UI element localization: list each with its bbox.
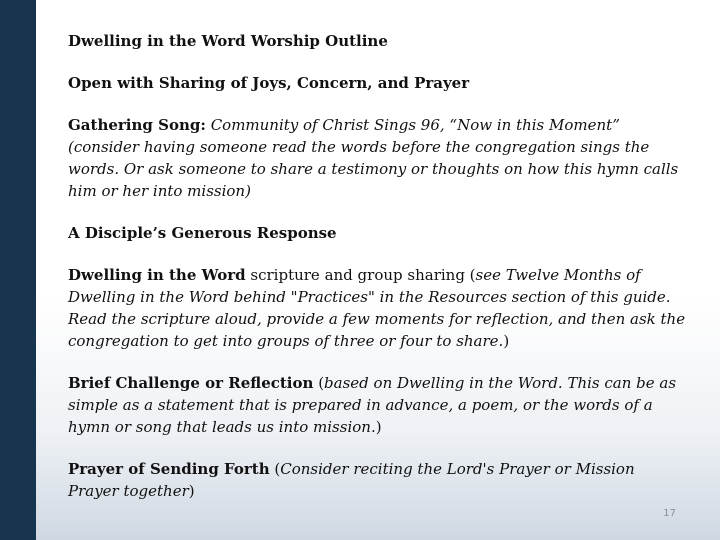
page-number: 17 — [663, 508, 676, 519]
dwelling-label: Dwelling in the Word — [68, 266, 246, 284]
outline-content — [68, 30, 688, 522]
sending-italic-text: Consider reciting the Lord's Prayer or Mission Prayer together — [68, 460, 635, 500]
dwelling-italic-text: see Twelve Months of Dwelling in the Word behind "Practices" in the Resources section of this guide. Read the scripture aloud, provide a few moments for reflection, and then ask the congregation to get into groups of three or four to share. — [68, 266, 686, 350]
gathering-song-item — [68, 114, 688, 202]
gathering-song-label: Gathering Song: — [68, 116, 206, 134]
sending-item — [68, 458, 688, 502]
dwelling-item — [68, 264, 688, 352]
generous-response-item: A Disciple’s Generous Response — [68, 224, 337, 242]
challenge-close: ) — [375, 418, 382, 436]
left-sidebar-bar — [0, 0, 36, 540]
sending-label: Prayer of Sending Forth — [68, 460, 270, 478]
sending-close: ) — [188, 482, 195, 500]
challenge-italic-text: based on Dwelling in the Word. This can be as simple as a statement that is prepared in advance, a poem, or the words of a hymn or song that leads us into mission. — [68, 374, 677, 436]
challenge-open: ( — [313, 374, 325, 392]
page-title: Dwelling in the Word Worship Outline — [68, 32, 388, 50]
challenge-item — [68, 372, 688, 438]
sending-open: ( — [269, 460, 281, 478]
gathering-song-text: Community of Christ Sings 96, “Now in this Moment” (consider having someone read the words before the congregation sings the words. Or ask someone to share a testimony or thoughts on how this hymn calls him or her into mission) — [68, 116, 679, 200]
dwelling-lead: scripture and group sharing ( — [250, 266, 476, 284]
dwelling-close: ) — [503, 332, 510, 350]
opening-item: Open with Sharing of Joys, Concern, and Prayer — [68, 74, 470, 92]
challenge-label: Brief Challenge or Reflection — [68, 374, 314, 392]
